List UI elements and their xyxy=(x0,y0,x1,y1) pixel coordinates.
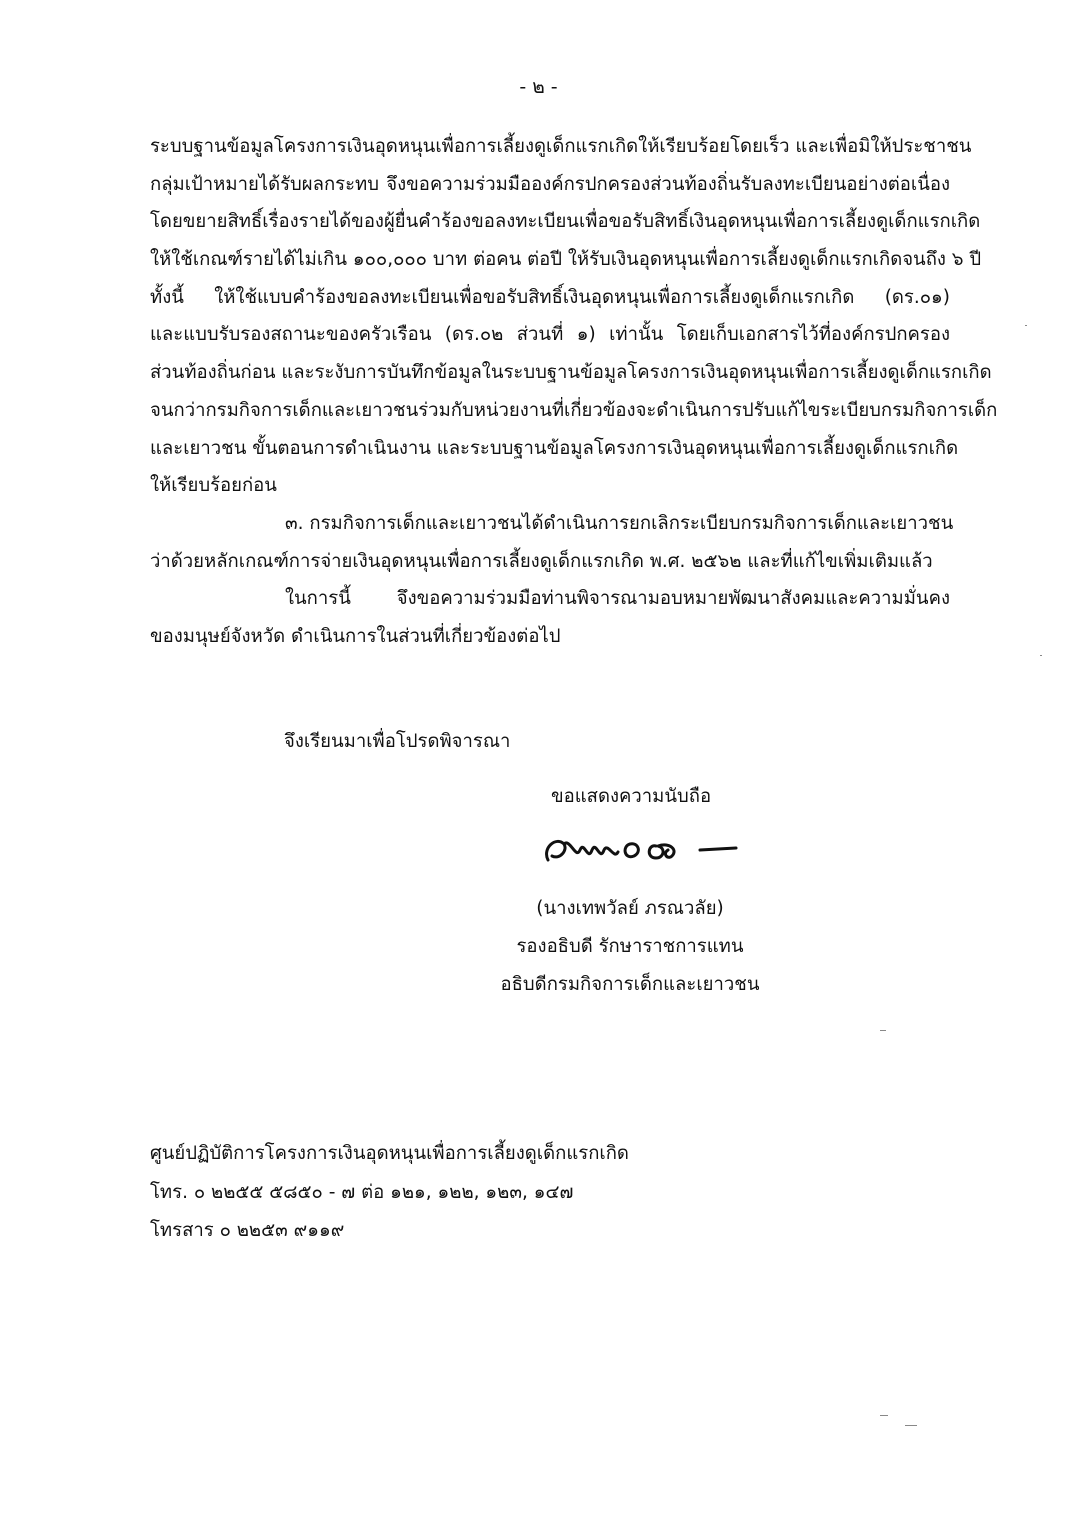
office-name: ศูนย์ปฏิบัติการโครงการเงินอุดหนุนเพื่อการเลี้ยงดูเด็กแรกเกิด xyxy=(150,1143,629,1164)
request-line: ของมนุษย์จังหวัด ดำเนินการในส่วนที่เกี่ยวข้องต่อไป xyxy=(150,625,561,647)
scan-speck xyxy=(880,1030,886,1031)
signer-position: รองอธิบดี รักษาราชการแทน xyxy=(516,936,744,957)
scan-speck xyxy=(905,1425,917,1426)
regards: ขอแสดงความนับถือ xyxy=(551,786,712,807)
item-3-line: ๓. กรมกิจการเด็กและเยาวชนได้ดำเนินการยกเลิกระเบียบกรมกิจการเด็กและเยาวชน xyxy=(285,512,954,534)
body-line: กลุ่มเป้าหมายได้รับผลกระทบ จึงขอความร่วมมือองค์กรปกครองส่วนท้องถิ่นรับลงทะเบียนอย่างต่อเนื่อง xyxy=(150,173,950,195)
signer-name: (นางเทพวัลย์ ภรณวลัย) xyxy=(536,898,724,919)
request-line: ในการนี้ จึงขอความร่วมมือท่านพิจารณามอบหมายพัฒนาสังคมและความมั่นคง xyxy=(285,588,950,610)
signer-position: อธิบดีกรมกิจการเด็กและเยาวชน xyxy=(500,974,760,995)
scan-speck xyxy=(1040,655,1042,656)
contact-footer xyxy=(150,1135,629,1251)
body-line: ระบบฐานข้อมูลโครงการเงินอุดหนุนเพื่อการเลี้ยงดูเด็กแรกเกิดให้เรียบร้อยโดยเร็ว และเพื่อมิให้ประชาชน xyxy=(150,136,972,157)
body-line: ส่วนท้องถิ่นก่อน และระงับการบันทึกข้อมูลในระบบฐานข้อมูลโครงการเงินอุดหนุนเพื่อการเลี้ยงดูเด็กแรกเกิด xyxy=(150,362,992,384)
item-3-line: ว่าด้วยหลักเกณฑ์การจ่ายเงินอุดหนุนเพื่อการเลี้ยงดูเด็กแรกเกิด พ.ศ. ๒๕๖๒ และที่แก้ไขเพิ่มเติมแล้ว xyxy=(150,550,933,572)
body-line: และเยาวชน ขั้นตอนการดำเนินงาน และระบบฐานข้อมูลโครงการเงินอุดหนุนเพื่อการเลี้ยงดูเด็กแรกเกิด xyxy=(150,437,959,459)
body-line: และแบบรับรองสถานะของครัวเรือน (ดร.๐๒ ส่วนที่ ๑) เท่านั้น โดยเก็บเอกสารไว้ที่องค์กรปกครอง xyxy=(150,324,950,346)
scan-speck xyxy=(1025,325,1027,326)
phone-number: โทร. ๐ ๒๒๕๕ ๕๘๕๐ - ๗ ต่อ ๑๒๑, ๑๒๒, ๑๒๓, ๑๔๗ xyxy=(150,1181,574,1203)
signer-block xyxy=(490,890,770,1004)
body-line: โดยขยายสิทธิ์เรื่องรายได้ของผู้ยื่นคำร้องขอลงทะเบียนเพื่อขอรับสิทธิ์เงินอุดหนุนเพื่อการเลี้ยงดูเด็กแรกเกิด xyxy=(150,211,981,233)
body-line: ให้ใช้เกณฑ์รายได้ไม่เกิน ๑๐๐,๐๐๐ บาท ต่อคน ต่อปี ให้รับเงินอุดหนุนเพื่อการเลี้ยงดูเด็กแรกเกิดจนถึง ๖ ปี xyxy=(150,249,982,271)
body-text xyxy=(150,128,998,656)
fax-number: โทรสาร ๐ ๒๒๕๓ ๙๑๑๙ xyxy=(150,1220,345,1241)
body-line: ให้เรียบร้อยก่อน xyxy=(150,475,277,497)
scan-speck xyxy=(880,1415,888,1416)
signature xyxy=(540,820,760,876)
closing-sentence: จึงเรียนมาเพื่อโปรดพิจารณา xyxy=(284,731,511,752)
body-line: จนกว่ากรมกิจการเด็กและเยาวชนร่วมกับหน่วยงานที่เกี่ยวข้องจะดำเนินการปรับแก้ไขระเบียบกรมกิจการเด็ก xyxy=(150,399,998,421)
body-line: ทั้งนี้ ให้ใช้แบบคำร้องขอลงทะเบียนเพื่อขอรับสิทธิ์เงินอุดหนุนเพื่อการเลี้ยงดูเด็กแรกเกิด (ดร.๐๑) xyxy=(150,286,950,308)
page-number: - ๒ - xyxy=(519,76,558,98)
